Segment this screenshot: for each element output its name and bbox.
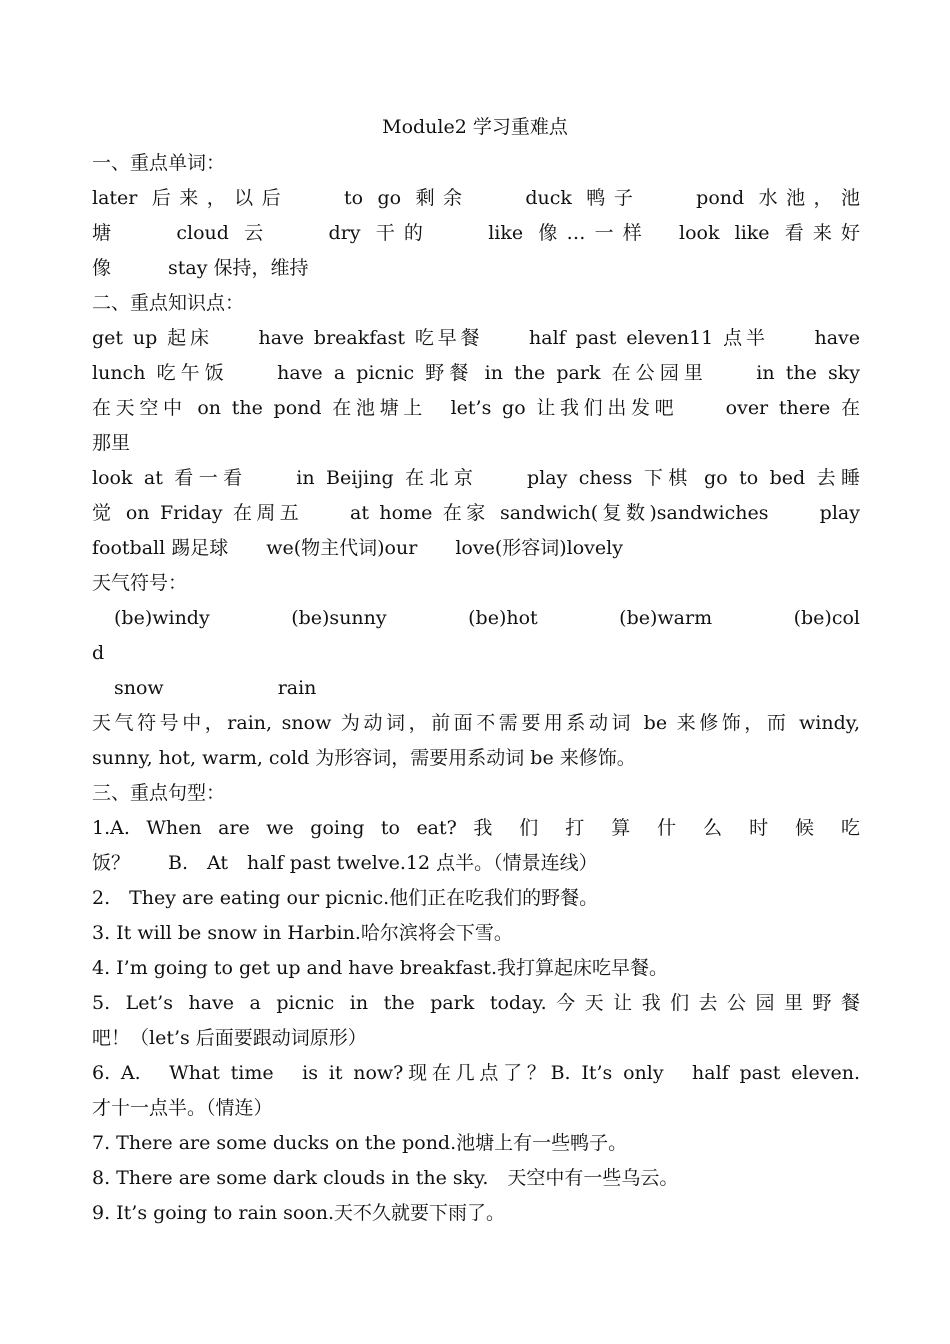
text-line-k6: 觉 on Friday 在周五 at home 在家 sandwich(复数)sandwiches play (92, 502, 860, 524)
text-line-wx2: d (92, 642, 105, 664)
text-line-w2: 塘 cloud 云 dry 干的 like 像…一样 look like 看来好 (92, 222, 860, 244)
text-line-s7: 7. There are some ducks on the pond.池塘上有一些鸭子。 (92, 1132, 628, 1154)
text-line-s5b: 吧！（let’s 后面要跟动词原形） (92, 1027, 367, 1049)
text-line-s6a: 6. A. What time is it now?现在几点了？B. It’s only half past eleven. (92, 1062, 860, 1084)
text-line-k7: football 踢足球 we(物主代词)our love(形容词)lovely (92, 537, 623, 559)
text-line-k1: get up 起床 have breakfast 吃早餐 half past eleven11 点半 have (92, 327, 860, 349)
text-line-s1b: 饭？ B. At half past twelve.12 点半。（情景连线） (92, 852, 598, 874)
text-line-k4: 那里 (92, 432, 131, 454)
text-line-s1a: 1.A. When are we going to eat? 我 们 打 算 什 么 时 候 吃 (92, 817, 860, 839)
text-line-w1: later 后来，以后 to go 剩余 duck 鸭子 pond 水池，池 (92, 187, 860, 209)
text-line-sec1: 一、重点单词： (92, 152, 226, 174)
text-line-s4: 4. I’m going to get up and have breakfast.我打算起床吃早餐。 (92, 957, 668, 979)
text-line-sec3: 三、重点句型： (92, 782, 226, 804)
text-line-wx1: (be)windy (be)sunny (be)hot (be)warm (be)col (114, 607, 860, 629)
text-line-s9: 9. It’s going to rain soon.天不久就要下雨了。 (92, 1202, 506, 1224)
text-line-s6b: 才十一点半。（情连） (92, 1097, 273, 1119)
text-line-s5a: 5. Let’s have a picnic in the park today.今天让我们去公园里野餐 (92, 992, 860, 1014)
text-line-w3: 像 stay 保持，维持 (92, 257, 309, 279)
text-line-s3: 3. It will be snow in Harbin.哈尔滨将会下雪。 (92, 922, 513, 944)
document-body (92, 146, 860, 1231)
text-line-k2: lunch 吃午饭 have a picnic 野餐 in the park 在公园里 in the sky (92, 362, 860, 384)
text-line-k3: 在天空中 on the pond 在池塘上 let’s go 让我们出发吧 over there 在 (92, 397, 860, 419)
text-line-n2: sunny, hot, warm, cold 为形容词，需要用系动词 be 来修饰。 (92, 747, 636, 769)
text-line-sec2: 二、重点知识点： (92, 292, 245, 314)
text-line-n1: 天气符号中，rain, snow 为动词，前面不需要用系动词 be 来修饰，而 windy, (92, 712, 860, 734)
text-line-wx3: snow rain (114, 677, 317, 699)
text-line-k5: look at 看一看 in Beijing 在北京 play chess 下棋 go to bed 去睡 (92, 467, 860, 489)
text-line-s2: 2. They are eating our picnic.他们正在吃我们的野餐。 (92, 887, 599, 909)
document-title: Module2 学习重难点 (382, 116, 568, 138)
text-line-s8: 8. There are some dark clouds in the sky. 天空中有一些乌云。 (92, 1167, 679, 1189)
text-line-wx: 天气符号： (92, 572, 188, 594)
